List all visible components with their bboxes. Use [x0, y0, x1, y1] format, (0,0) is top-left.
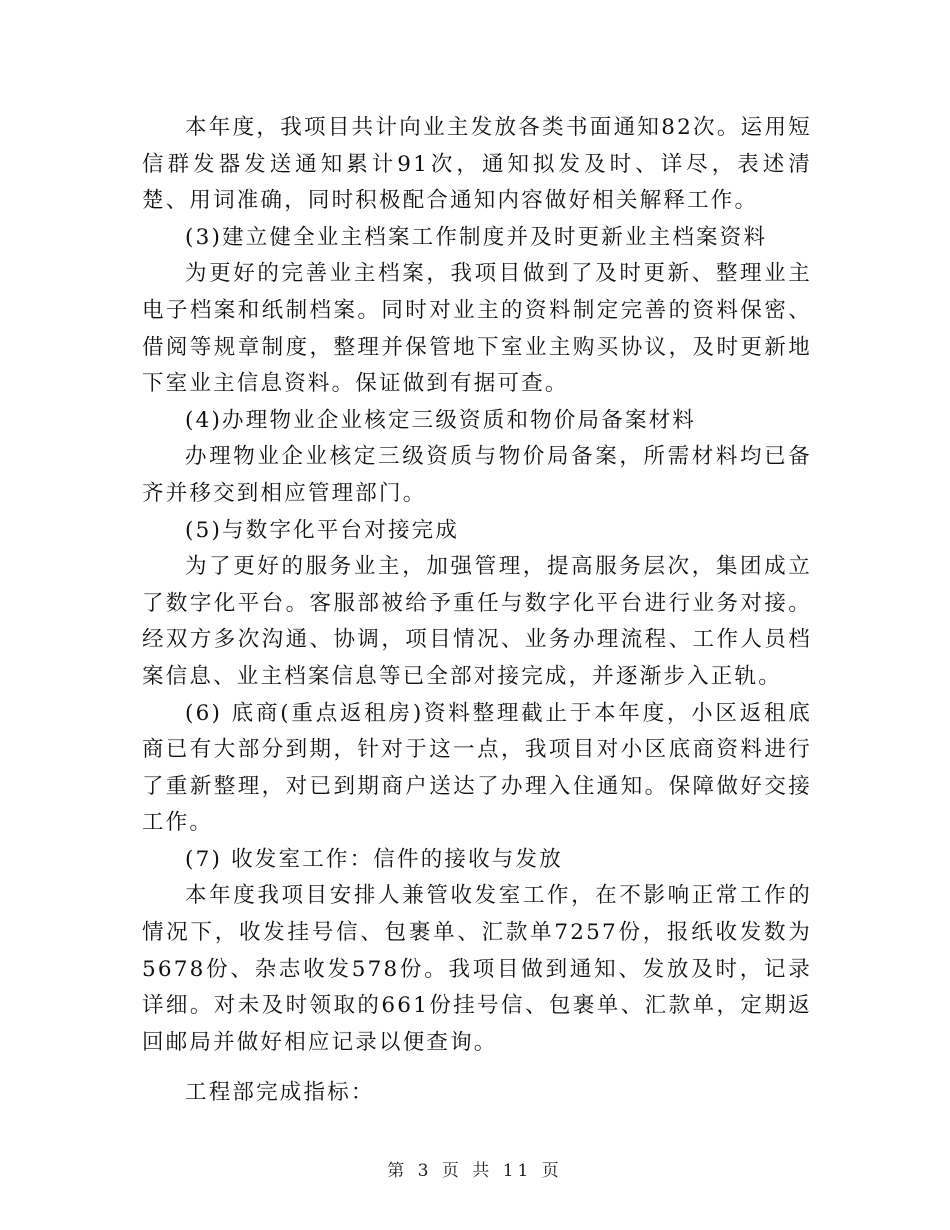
- paragraph-owner-archives: 为更好的完善业主档案，我项目做到了及时更新、整理业主电子档案和纸制档案。同时对业主的资料制定完善的资料保密、借阅等规章制度，整理并保管地下室业主购买协议，及时更新地下室业主信息资料。保证做到有据可查。: [142, 261, 812, 397]
- paragraph-shops: (6) 底商(重点返租房)资料整理截止于本年度，小区返租底商已有大部分到期，针对于这一点，我项目对小区底商资料进行了重新整理，对已到期商户送达了办理入住通知。保障做好交接工作。: [142, 700, 812, 836]
- heading-engineering: 工程部完成指标：: [185, 1080, 375, 1106]
- page-number-footer: 第 3 页 共 11 页: [387, 1161, 563, 1181]
- heading-digital-platform: (5)与数字化平台对接完成: [185, 517, 460, 543]
- heading-owner-archives: (3)建立健全业主档案工作制度并及时更新业主档案资料: [185, 224, 768, 250]
- heading-mailroom: (7) 收发室工作：信件的接收与发放: [185, 846, 563, 872]
- paragraph-qualification: 办理物业企业核定三级资质与物价局备案，所需材料均已备齐并移交到相应管理部门。: [142, 444, 812, 506]
- paragraph-digital-platform: 为了更好的服务业主，加强管理，提高服务层次，集团成立了数字化平台。客服部被给予重任与数字化平台进行业务对接。经双方多次沟通、协调，项目情况、业务办理流程、工作人员档案信息、业主档案信息等已全部对接完成，并逐渐步入正轨。: [142, 554, 812, 689]
- paragraph-mailroom: 本年度我项目安排人兼管收发室工作，在不影响正常工作的情况下，收发挂号信、包裹单、汇款单7257份，报纸收发数为5678份、杂志收发578份。我项目做到通知、发放及时，记录详细。对未及时领取的661份挂号信、包裹单、汇款单，定期返回邮局并做好相应记录以便查询。: [142, 883, 812, 1055]
- document-body: [142, 110, 812, 1112]
- paragraph-spacer: [142, 1061, 812, 1075]
- paragraph-notices: 本年度，我项目共计向业主发放各类书面通知82次。运用短信群发器发送通知累计91次，通知拟发及时、详尽，表述清楚、用词准确，同时积极配合通知内容做好相关解释工作。: [142, 115, 812, 214]
- heading-qualification: (4)办理物业企业核定三级资质和物价局备案材料: [185, 407, 697, 433]
